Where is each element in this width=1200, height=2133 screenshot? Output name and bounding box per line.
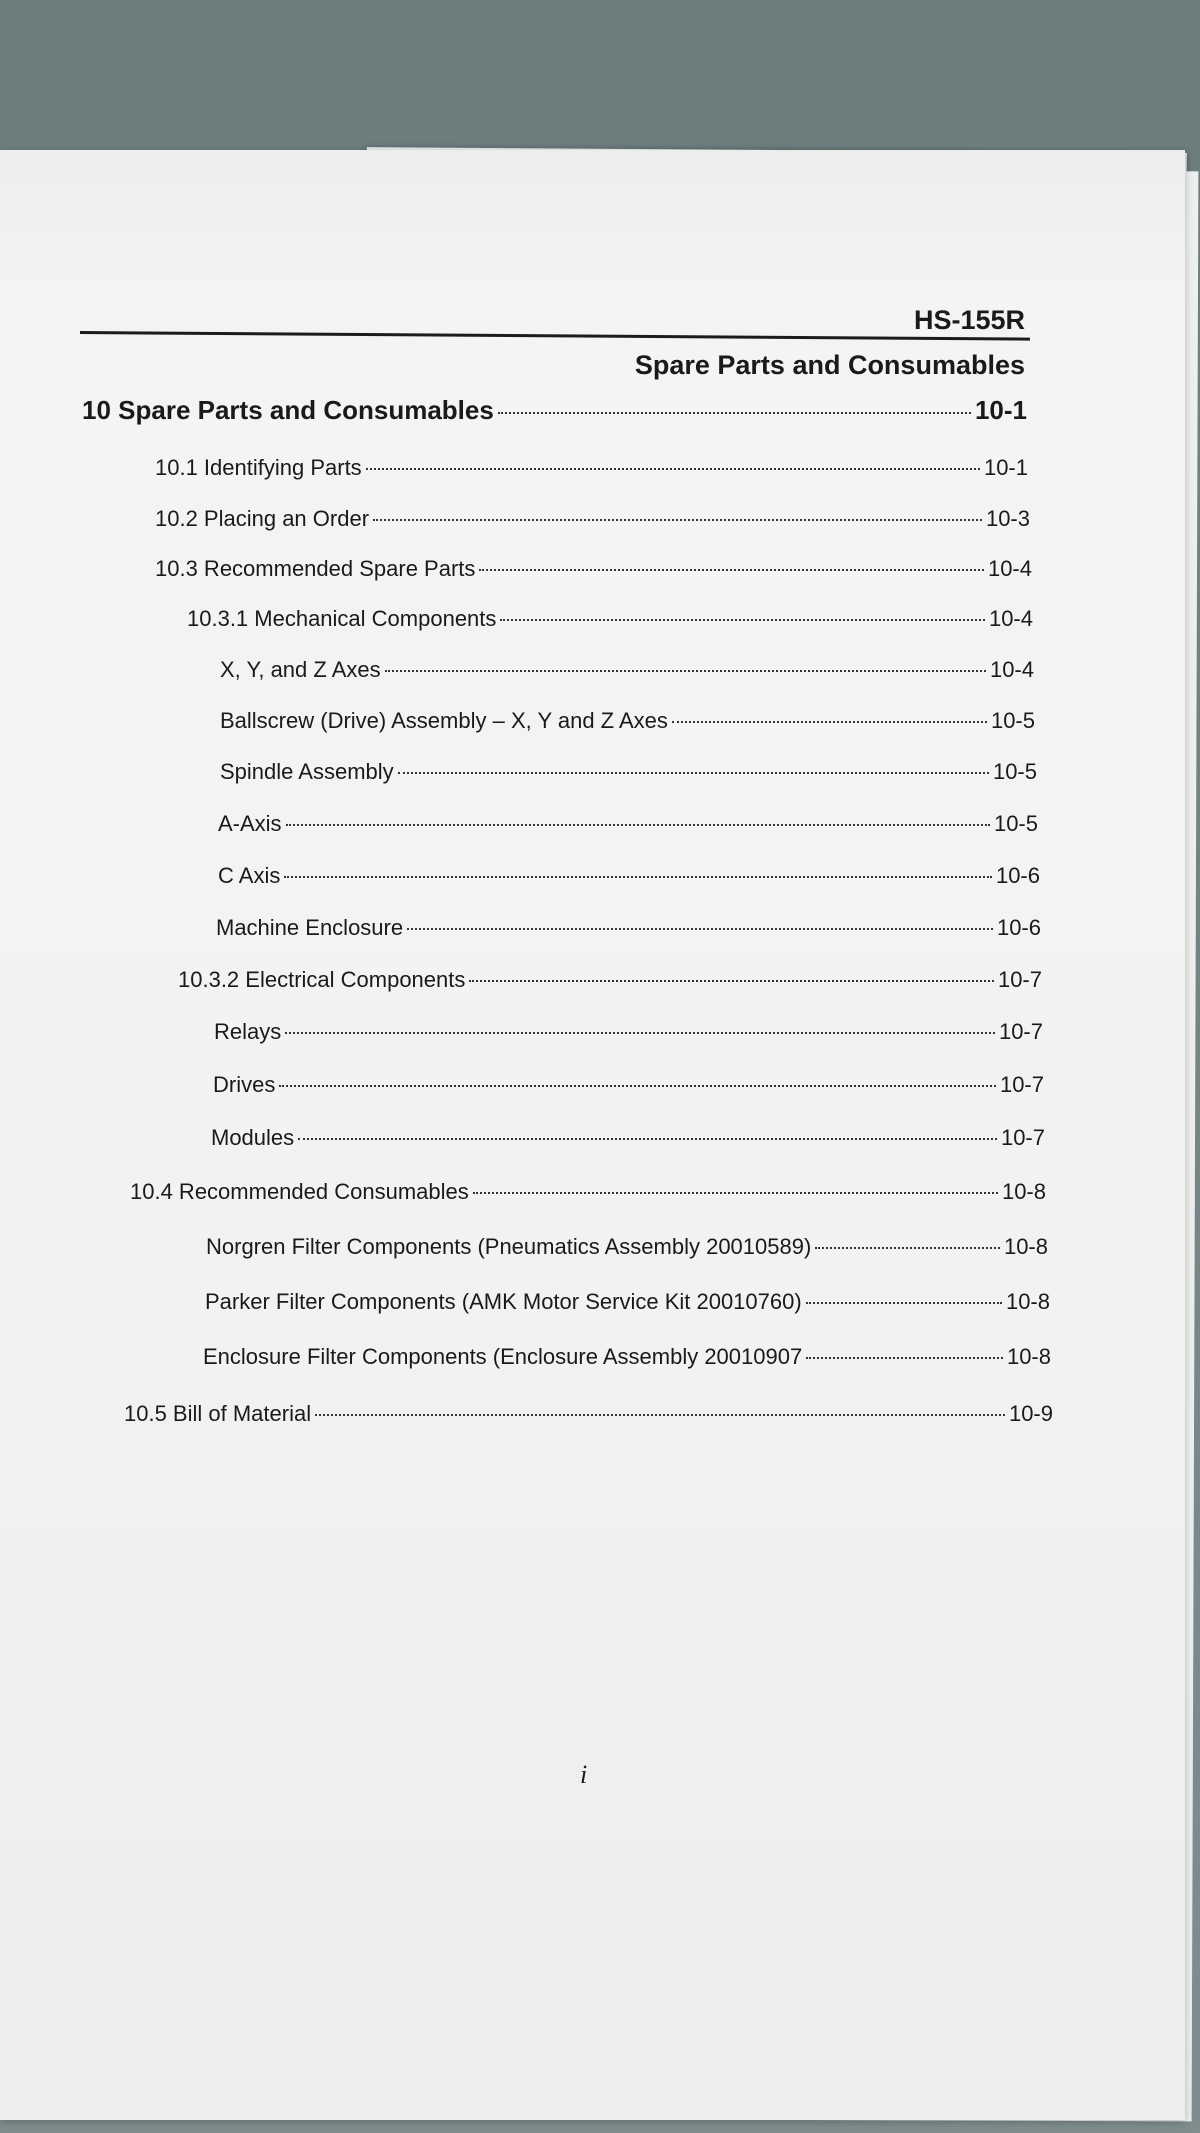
toc-entry[interactable] xyxy=(220,657,1034,683)
toc-leader xyxy=(373,519,982,521)
toc-entry-label: Machine Enclosure xyxy=(216,915,404,940)
document-page xyxy=(0,150,1185,2120)
toc-leader xyxy=(407,928,993,930)
toc-entry-page: 10-4 xyxy=(988,606,1033,631)
toc-entry-page: 10-6 xyxy=(995,863,1040,888)
toc-leader xyxy=(279,1085,996,1087)
toc-entry-page: 10-8 xyxy=(1001,1179,1046,1204)
toc-entry[interactable] xyxy=(155,556,1032,582)
toc-entry-page: 10-8 xyxy=(1003,1234,1048,1259)
toc-entry[interactable] xyxy=(213,1072,1044,1098)
toc-entry-label: C Axis xyxy=(218,863,281,888)
toc-entry-label: X, Y, and Z Axes xyxy=(220,657,381,682)
toc-entry[interactable] xyxy=(220,708,1035,734)
toc-entry-label: Parker Filter Components (AMK Motor Service Kit 20010760) xyxy=(205,1289,802,1314)
toc-leader xyxy=(806,1302,1002,1304)
toc-entry-label: 10 Spare Parts and Consumables xyxy=(82,395,494,425)
toc-entry-label: A-Axis xyxy=(218,811,282,836)
toc-entry-page: 10-7 xyxy=(998,1019,1043,1044)
toc-leader xyxy=(498,412,971,414)
header-rule xyxy=(80,331,1030,341)
toc-entry-page: 10-6 xyxy=(996,915,1041,940)
toc-entry-label: 10.4 Recommended Consumables xyxy=(130,1179,469,1204)
toc-entry-page: 10-7 xyxy=(999,1072,1044,1097)
toc-leader xyxy=(398,772,989,774)
toc-entry-label: 10.3 Recommended Spare Parts xyxy=(155,556,476,581)
toc-entry[interactable] xyxy=(155,506,1030,532)
toc-leader xyxy=(500,619,985,621)
toc-entry[interactable] xyxy=(216,915,1041,941)
toc-entry-label: Drives xyxy=(213,1072,276,1097)
toc-entry[interactable] xyxy=(218,811,1038,837)
toc-entry-page: 10-1 xyxy=(974,395,1027,425)
toc-leader xyxy=(806,1357,1003,1359)
toc-entry-page: 10-5 xyxy=(990,708,1035,733)
toc-entry-page: 10-7 xyxy=(1000,1125,1045,1150)
toc-entry[interactable] xyxy=(124,1401,1053,1427)
toc-leader xyxy=(479,569,984,571)
toc-leader xyxy=(315,1414,1005,1416)
toc-entry-label: 10.3.1 Mechanical Components xyxy=(187,606,497,631)
toc-entry-label: Spindle Assembly xyxy=(220,759,394,784)
toc-entry[interactable] xyxy=(218,863,1040,889)
toc-leader xyxy=(286,824,990,826)
toc-entry-label: 10.5 Bill of Material xyxy=(124,1401,312,1426)
toc-leader xyxy=(298,1138,997,1140)
toc-entry-label: Norgren Filter Components (Pneumatics Assembly 20010589) xyxy=(206,1234,812,1259)
toc-entry[interactable] xyxy=(155,455,1028,481)
toc-entry-label: 10.1 Identifying Parts xyxy=(155,455,362,480)
toc-entry-page: 10-4 xyxy=(989,657,1034,682)
toc-entry[interactable] xyxy=(203,1344,1051,1370)
page-number: i xyxy=(580,1760,588,1789)
toc-entry-label: Enclosure Filter Components (Enclosure Assembly 20010907 xyxy=(203,1344,803,1369)
toc-entry[interactable] xyxy=(220,759,1037,785)
toc-entry-page: 10-1 xyxy=(983,455,1028,480)
toc-leader xyxy=(469,980,994,982)
toc-leader xyxy=(285,1032,995,1034)
toc-leader xyxy=(815,1247,1000,1249)
toc-entry-page: 10-5 xyxy=(992,759,1037,784)
toc-leader xyxy=(366,468,980,470)
toc-entry[interactable] xyxy=(82,395,1027,426)
toc-entry-label: Ballscrew (Drive) Assembly – X, Y and Z Axes xyxy=(220,708,668,733)
toc-entry[interactable] xyxy=(205,1289,1050,1315)
toc-entry-label: Relays xyxy=(214,1019,282,1044)
toc-leader xyxy=(473,1192,998,1194)
toc-entry-page: 10-4 xyxy=(987,556,1032,581)
toc-entry[interactable] xyxy=(187,606,1033,632)
toc-entry-page: 10-8 xyxy=(1006,1344,1051,1369)
toc-entry[interactable] xyxy=(214,1019,1043,1045)
toc-entry-page: 10-5 xyxy=(993,811,1038,836)
toc-leader xyxy=(385,670,986,672)
toc-entry-label: Modules xyxy=(211,1125,295,1150)
toc-entry-page: 10-9 xyxy=(1008,1401,1053,1426)
toc-leader xyxy=(672,721,987,723)
toc-entry[interactable] xyxy=(211,1125,1045,1151)
document-id: HS-155R xyxy=(913,305,1025,335)
toc-leader xyxy=(284,876,992,878)
toc-entry-page: 10-3 xyxy=(985,506,1030,531)
toc-entry-label: 10.2 Placing an Order xyxy=(155,506,370,531)
toc-entry[interactable] xyxy=(130,1179,1046,1205)
toc-entry-label: 10.3.2 Electrical Components xyxy=(178,967,466,992)
section-title: Spare Parts and Consumables xyxy=(634,350,1025,380)
toc-entry[interactable] xyxy=(178,967,1042,993)
toc-entry-page: 10-7 xyxy=(997,967,1042,992)
toc-entry-page: 10-8 xyxy=(1005,1289,1050,1314)
toc-entry[interactable] xyxy=(206,1234,1048,1260)
